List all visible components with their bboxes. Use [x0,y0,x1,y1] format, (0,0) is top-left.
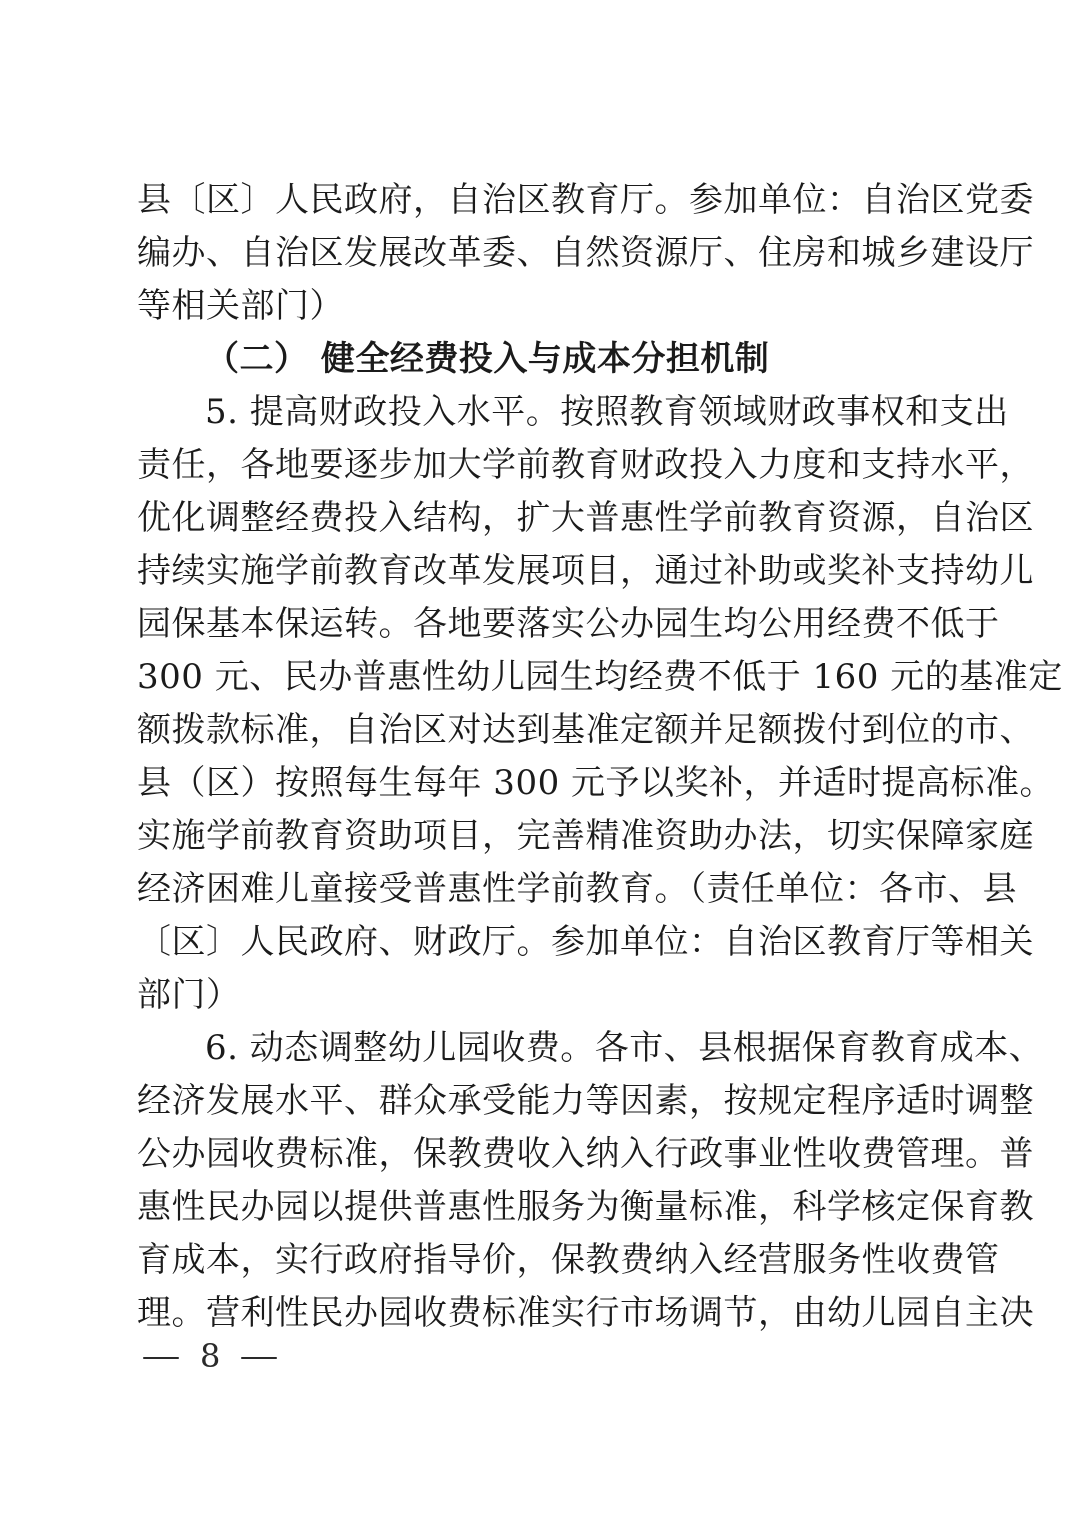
page-number: 8 [200,1337,221,1375]
text-line: 公办园收费标准，保教费收入纳入行政事业性收费管理。普 [137,1134,1034,1174]
text-line: 6. 动态调整幼儿园收费。各市、县根据保育教育成本、 [205,1028,1044,1068]
footer-dash-left: — [141,1338,181,1374]
text-line: 经济困难儿童接受普惠性学前教育。（责任单位：各市、县 [137,869,1017,909]
text-line: 额拨款标准，自治区对达到基准定额并足额拨付到位的市、 [137,710,1034,750]
page-footer [141,1334,279,1378]
text-line: 〔区〕人民政府、财政厅。参加单位：自治区教育厅等相关 [137,922,1034,962]
text-line: 理。营利性民办园收费标准实行市场调节，由幼儿园自主决 [137,1293,1034,1333]
text-line: 责任，各地要逐步加大学前教育财政投入力度和支持水平， [137,445,1034,485]
text-line: 县〔区〕人民政府，自治区教育厅。参加单位：自治区党委 [137,180,1034,220]
text-line: 优化调整经费投入结构，扩大普惠性学前教育资源，自治区 [137,498,1034,538]
document-body [137,174,1063,1340]
text-line: 编办、自治区发展改革委、自然资源厅、住房和城乡建设厅 [137,233,1034,273]
text-line: 惠性民办园以提供普惠性服务为衡量标准，科学核定保育教 [137,1187,1034,1227]
text-line: 经济发展水平、群众承受能力等因素，按规定程序适时调整 [137,1081,1034,1121]
text-line: 育成本，实行政府指导价，保教费纳入经营服务性收费管 [137,1240,1000,1280]
text-line: 等相关部门） [137,286,344,326]
text-line: 园保基本保运转。各地要落实公办园生均公用经费不低于 [137,604,1000,644]
text-line: 300 元、民办普惠性幼儿园生均经费不低于 160 元的基准定 [137,657,1063,697]
text-line: 5. 提高财政投入水平。按照教育领域财政事权和支出 [205,392,1009,432]
section-heading: （二） 健全经费投入与成本分担机制 [205,339,770,379]
text-line: 实施学前教育资助项目，完善精准资助办法，切实保障家庭 [137,816,1034,856]
text-line: 部门） [137,975,241,1015]
text-line: 县（区）按照每生每年 300 元予以奖补，并适时提高标准。 [137,763,1055,803]
text-line: 持续实施学前教育改革发展项目，通过补助或奖补支持幼儿 [137,551,1034,591]
footer-dash-right: — [239,1338,279,1374]
